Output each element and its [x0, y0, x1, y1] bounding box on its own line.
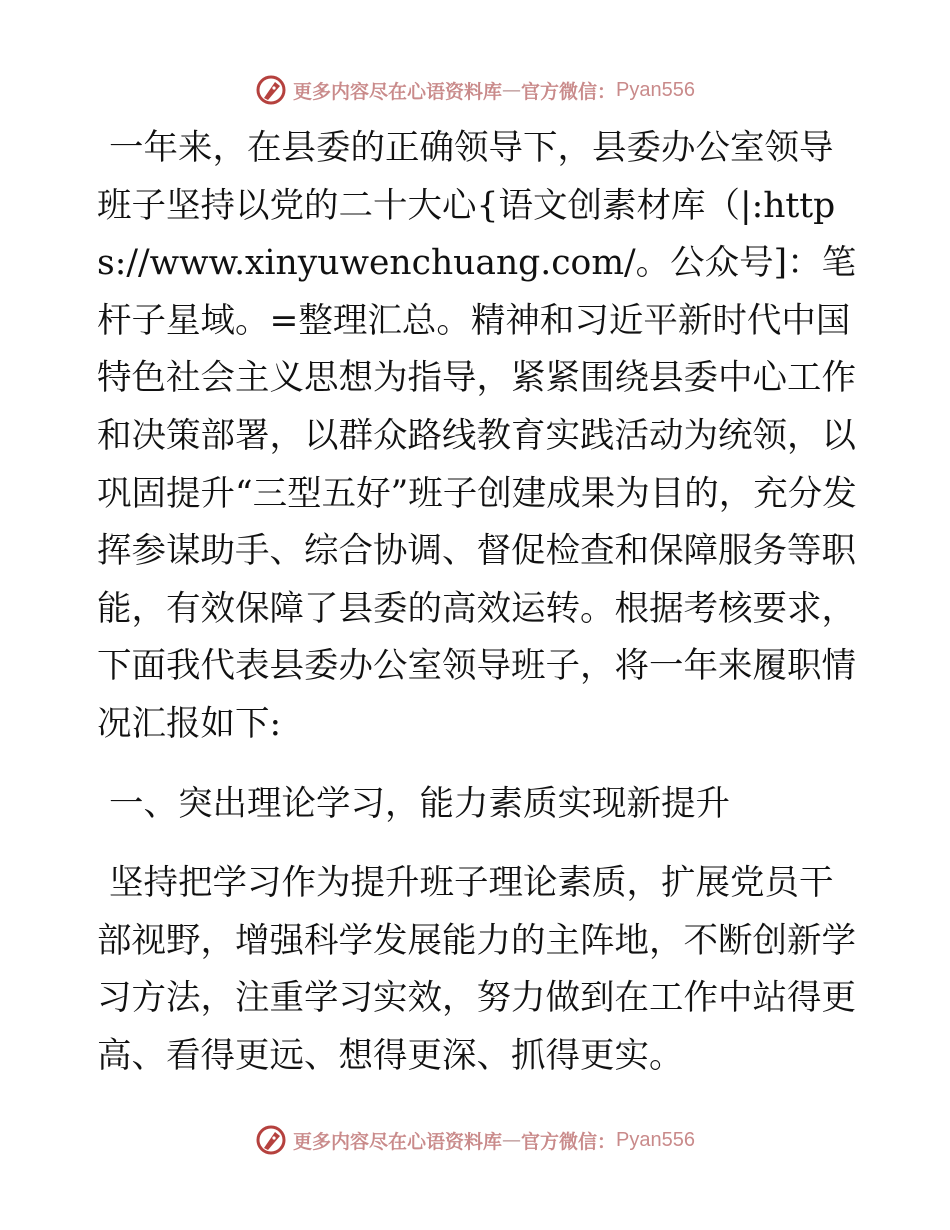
watermark-wechat-id: Pyan556 [616, 1128, 695, 1151]
watermark-label: 官方微信： [521, 1130, 617, 1153]
document-body [97, 120, 857, 1086]
watermark-wechat-id: Pyan556 [616, 78, 695, 101]
watermark-main-text: 更多内容尽在心语资料库 [293, 1130, 503, 1153]
watermark-header [0, 72, 950, 108]
intro-paragraph: 一年来，在县委的正确领导下，县委办公室领导班子坚持以党的二十大心{语文创素材库（|:https://www.xinyuwenchuang.com/。公众号]：笔杆子星域。=整理汇总。精神和习近平新时代中国特色社会主义思想为指导，紧紧围绕县委中心工作和决策部署，以群众路线教育实践活动为统领，以巩固提升“三型五好”班子创建成果为目的，充分发挥参谋助手、综合协调、督促检查和保障服务等职能，有效保障了县委的高效运转。根据考核要求，下面我代表县委办公室领导班子，将一年来履职情况汇报如下: [97, 128, 857, 744]
section-heading: 一、突出理论学习，能力素质实现新提升 [109, 783, 730, 824]
watermark-label: 官方微信： [521, 80, 617, 103]
body-paragraph: 坚持把学习作为提升班子理论素质，扩展党员干部视野，增强科学发展能力的主阵地，不断创新学习方法，注重学习实效，努力做到在工作中站得更高、看得更远、想得更深、抓得更实。 [97, 863, 856, 1076]
pen-nib-circle-icon [255, 1124, 287, 1156]
watermark-separator: — [502, 1129, 522, 1151]
watermark-separator: — [502, 79, 522, 101]
pen-nib-circle-icon [255, 74, 287, 106]
watermark-main-text: 更多内容尽在心语资料库 [293, 80, 503, 103]
watermark-footer [0, 1122, 950, 1158]
